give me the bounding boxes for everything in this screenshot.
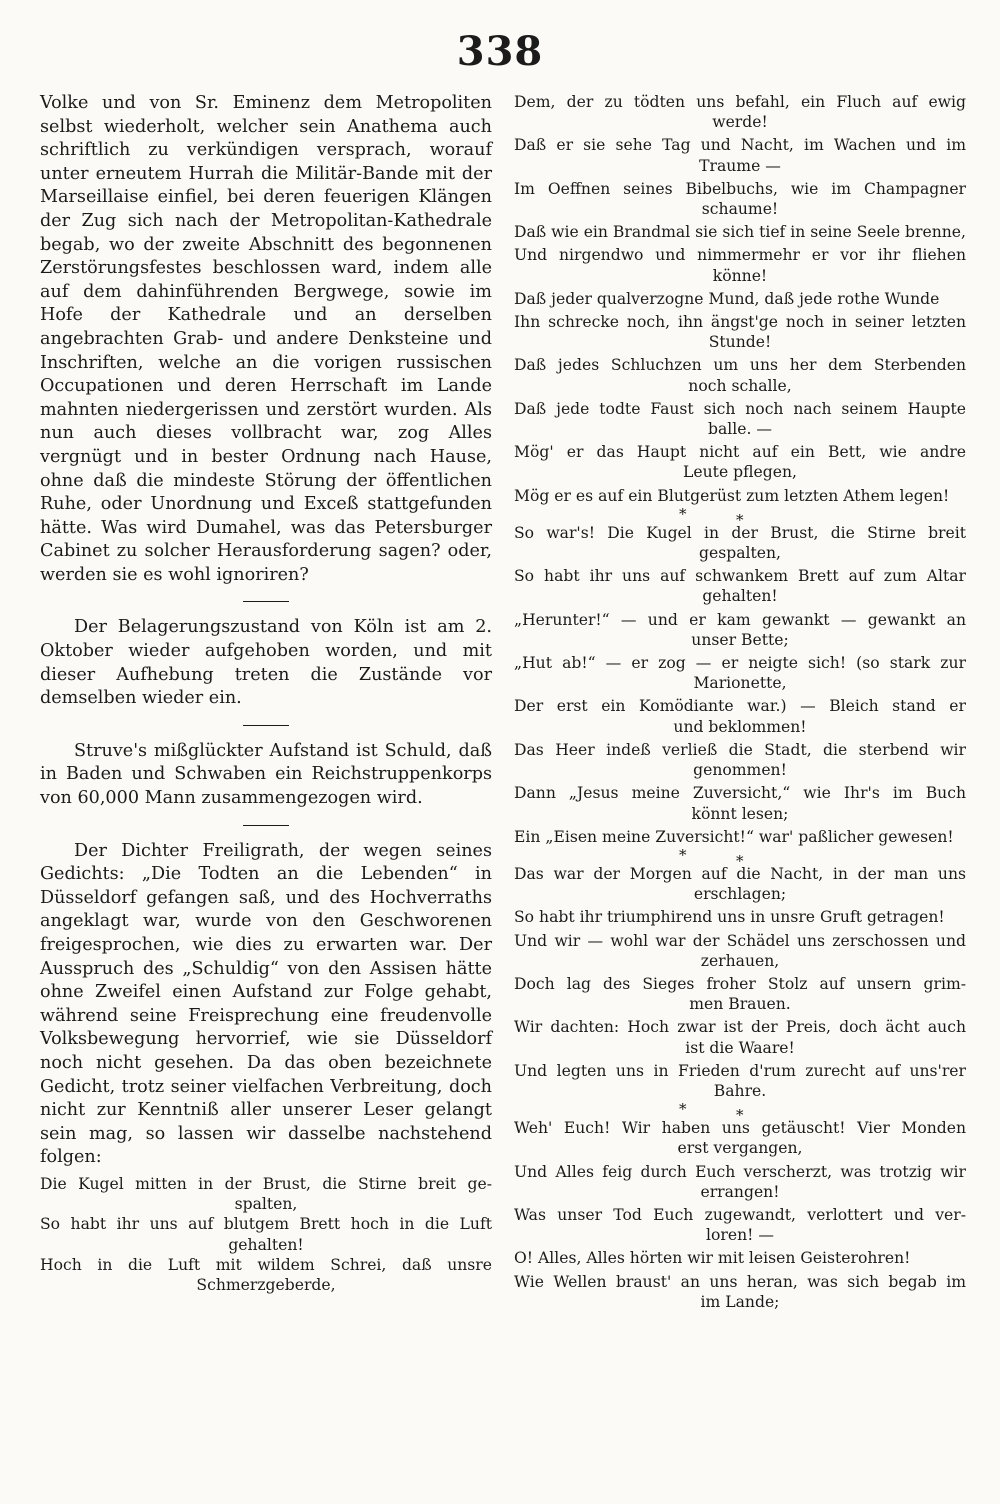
verse-line: Ein „Eisen meine Zuversicht!“ war' paßlicher gewesen! xyxy=(514,827,954,846)
verse-line: Wir dachten: Hoch zwar ist der Preis, doch ächt auch ist die Waare! xyxy=(514,1018,966,1057)
separator-rule xyxy=(243,725,289,726)
verse-line: Mög' er das Haupt nicht auf ein Bett, wie andre Leute pflegen, xyxy=(514,443,966,482)
verse-line: Mög er es auf ein Blutgerüst zum letzten Athem legen! xyxy=(514,486,950,505)
verse-line: „Hut ab!“ — er zog — er neigte sich! (so stark zur Marionette, xyxy=(514,654,966,693)
verse-line: Die Kugel mitten in der Brust, die Stirne breit ge- spalten, xyxy=(40,1174,492,1214)
verse-line: Daß jede todte Faust sich noch nach seinem Haupte balle. — xyxy=(514,399,966,439)
right-column-poem xyxy=(514,92,966,1315)
verse-line: Dem, der zu tödten uns befahl, ein Fluch auf ewig werde! xyxy=(514,93,966,132)
stanza-divider xyxy=(514,845,966,870)
verse-line: Ihn schrecke noch, ihn ängst'ge noch in seiner letzten Stunde! xyxy=(514,313,966,352)
star-ornament: * xyxy=(679,1100,687,1119)
paragraph-metropolitan: Volke und von Sr. Eminenz dem Metropoliten selbst wiederholt, welcher sein Anathema auch schriftlich zu verkündigen versprach, worauf unter erneutem Hurrah die Militär-Bande mit der Marseillaise einfiel, bei deren feuerigen Klängen der Zug sich nach der Metropolitan-Kathedrale begab, wo der zweite Abschnitt des begonnenen Zerstörungsfestes beschlossen ward, indem alle auf dem dahinführenden Bergwege, sowie im Hofe der Kathedrale und an derselben angebrachten Grab- und andere Denksteine und Inschriften, welche an die vorigen russischen Occupationen und deren Herrschaft im Lande mahnten niedergerissen und zerstört wurden. Als nun auch dieses vollbracht war, zog Alles vergnügt und in bester Ordnung nach Hause, ohne daß die mindeste Störung der öffentlichen Ruhe, oder Unordnung und Exceß stattgefunden hätte. Was wird Dumahel, was das Petersburger Cabinet zu solcher Herausforderung sagen? oder, werden sie es wohl ignoriren? xyxy=(40,93,492,585)
verse-line: Das war der Morgen auf die Nacht, in der man uns erschlagen; xyxy=(514,864,966,904)
verse-line: Und wir — wohl war der Schädel uns zerschossen und zerhauen, xyxy=(514,931,966,970)
verse-line: Das Heer indeß verließ die Stadt, die sterbend wir genommen! xyxy=(514,740,966,780)
verse-line: So war's! Die Kugel in der Brust, die Stirne breit gespalten, xyxy=(514,523,966,563)
verse-line: Hoch in die Luft mit wildem Schrei, daß unsre Schmerzgeberde, xyxy=(40,1255,492,1294)
verse-line: Doch lag des Sieges froher Stolz auf unsern grim- men Brauen. xyxy=(514,974,966,1014)
verse-line: O! Alles, Alles hörten wir mit leisen Geisterohren! xyxy=(514,1249,911,1268)
star-ornament: * xyxy=(679,845,687,864)
verse-line: Und nirgendwo und nimmermehr er vor ihr fliehen könne! xyxy=(514,246,966,285)
verse-line: Wie Wellen braust' an uns heran, was sich begab im im Lande; xyxy=(514,1272,966,1311)
left-column xyxy=(40,92,492,1295)
poem-stanza xyxy=(514,92,966,506)
verse-line: Was unser Tod Euch zugewandt, verlottert und ver- loren! — xyxy=(514,1205,966,1245)
star-ornament: * xyxy=(736,510,744,529)
poem-stanza xyxy=(514,523,966,847)
verse-line: Daß jeder qualverzogne Mund, daß jede rothe Wunde xyxy=(514,289,940,308)
verse-line: Im Oeffnen seines Bibelbuchs, wie im Champagner schaume! xyxy=(514,179,966,219)
verse-line: So habt ihr triumphirend uns in unsre Gruft getragen! xyxy=(514,908,945,927)
star-ornament: * xyxy=(736,851,744,870)
verse-line: Daß wie ein Brandmal sie sich tief in seine Seele brenne, xyxy=(514,223,966,242)
poem-stanza xyxy=(514,1118,966,1312)
verse-line: „Herunter!“ — und er kam gewankt — gewankt an unser Bette; xyxy=(514,610,966,649)
verse-line: Daß er sie sehe Tag und Nacht, im Wachen und im Traume — xyxy=(514,136,966,175)
separator-rule xyxy=(243,601,289,602)
page-number: 338 xyxy=(456,28,544,75)
verse-line: Daß jedes Schluchzen um uns her dem Sterbenden noch schalle, xyxy=(514,356,966,395)
verse-line: Und legten uns in Frieden d'rum zurecht auf uns'rer Bahre. xyxy=(514,1061,966,1100)
verse-line: Weh' Euch! Wir haben uns getäuscht! Vier Monden erst vergangen, xyxy=(514,1119,966,1158)
poem-stanza xyxy=(514,864,966,1101)
paragraph-cologne: Der Belagerungszustand von Köln ist am 2. Oktober wieder aufgehoben worden, und mit dieser Aufhebung treten die Zustände vor demselben wieder ein. xyxy=(40,617,492,709)
verse-line: Und Alles feig durch Euch verscherzt, was trotzig wir errangen! xyxy=(514,1162,966,1201)
verse-line: So habt ihr uns auf schwankem Brett auf zum Altar gehalten! xyxy=(514,567,966,606)
paragraph-struve: Struve's mißglückter Aufstand ist Schuld, daß in Baden und Schwaben ein Reichstruppenkorps von 60,000 Mann zusammengezogen wird. xyxy=(40,740,492,809)
verse-line: So habt ihr uns auf blutgem Brett hoch in die Luft gehalten! xyxy=(40,1215,492,1254)
star-ornament: * xyxy=(736,1106,744,1125)
verse-line: Der erst ein Komödiante war.) — Bleich stand er und beklommen! xyxy=(514,697,966,736)
paragraph-freiligrath: Der Dichter Freiligrath, der wegen seines Gedichts: „Die Todten an die Lebenden“ in Düsseldorf gefangen saß, und des Hochverraths angeklagt war, wurde von den Geschworenen freigesprochen, wie dies zu erwarten war. Der Ausspruch des „Schuldig“ von den Assisen hätte ohne Zweifel einen Aufstand zur Folge gehabt, während seine Freisprechung eine freudenvolle Volksbewegung hervorrief, wie sie Düsseldorf noch nicht gesehen. Da das oben bezeichnete Gedicht, trotz seiner vielfachen Verbreitung, doch nicht zur Kenntniß aller unserer Leser gelangt sein mag, so lassen wir dasselbe nachstehend folgen: xyxy=(40,840,492,1168)
star-ornament: * xyxy=(679,504,687,523)
verse-line: Dann „Jesus meine Zuversicht,“ wie Ihr's im Buch könnt lesen; xyxy=(514,784,966,823)
stanza-divider xyxy=(514,504,966,529)
poem-opening xyxy=(40,1174,492,1295)
separator-rule xyxy=(243,825,289,826)
stanza-divider xyxy=(514,1100,966,1125)
